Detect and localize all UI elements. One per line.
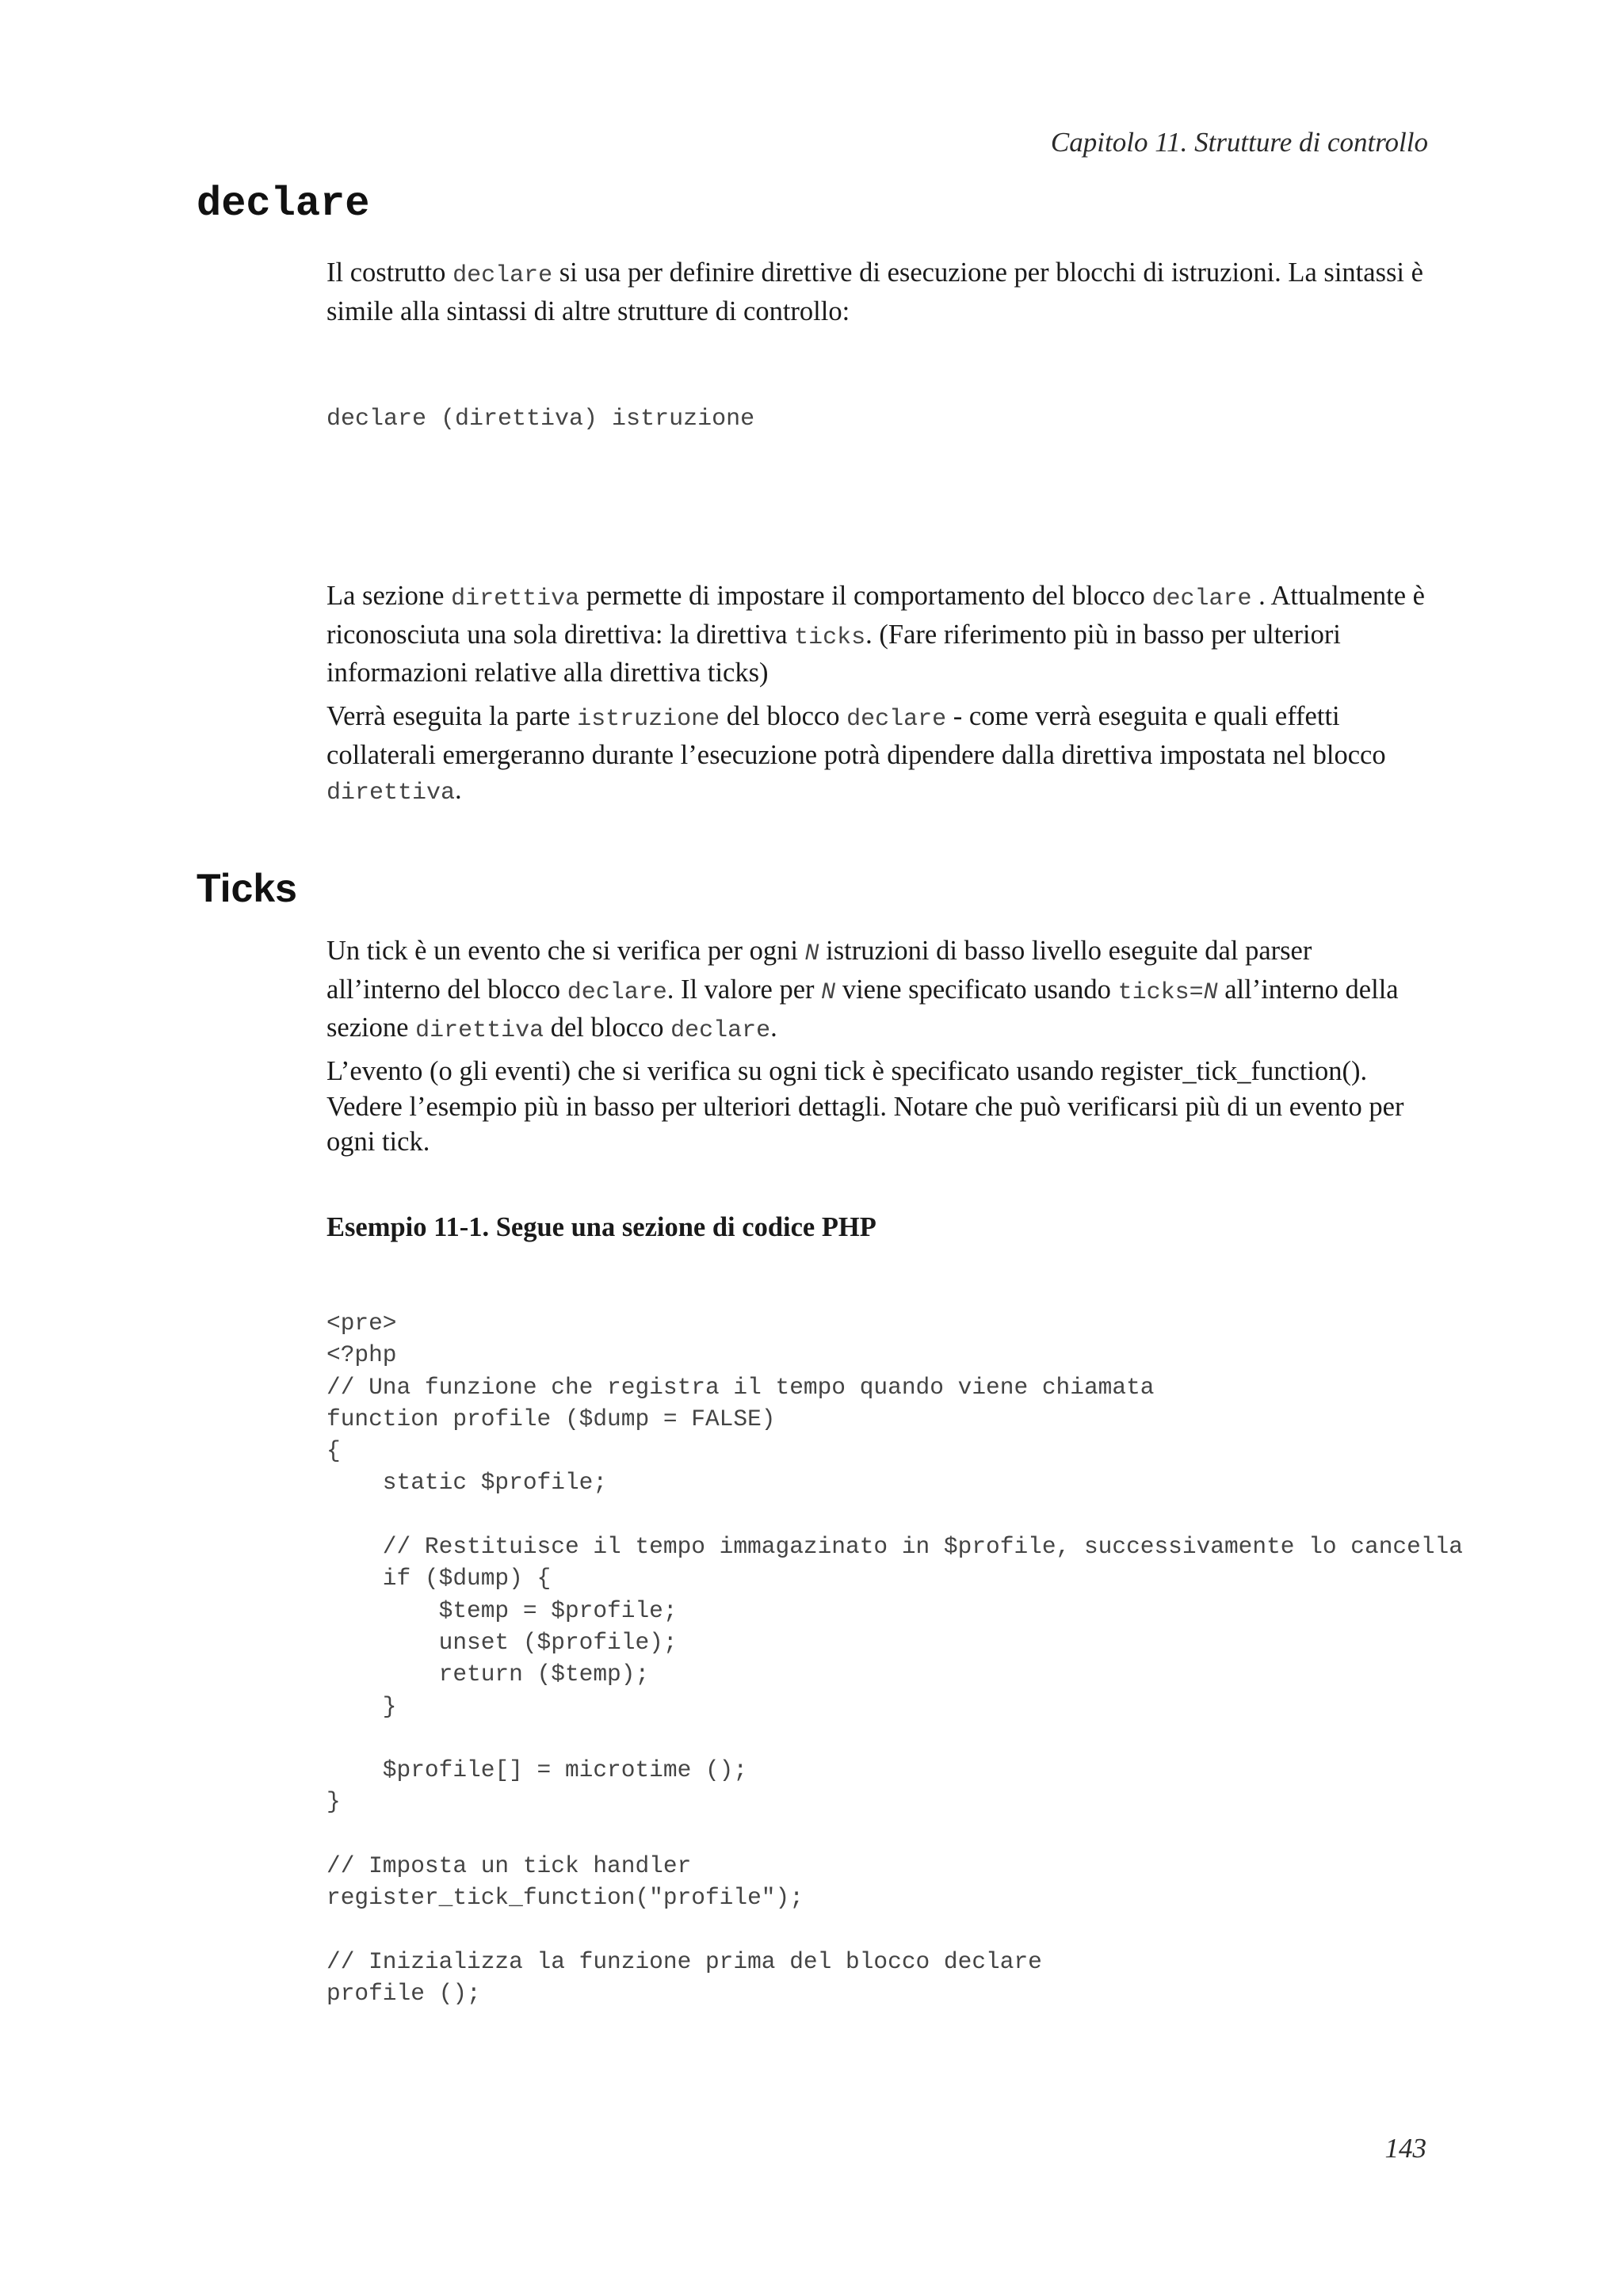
text-span: all’interno della sezione (327, 974, 1399, 1043)
code-direttiva: direttiva (415, 1017, 544, 1044)
code-declare: declare (453, 262, 553, 289)
text-span: . Attualmente è riconosciuta una sola direttiva: la direttiva (327, 581, 1425, 650)
text-span: La sezione (327, 581, 452, 611)
code-declare: declare (670, 1017, 771, 1044)
text-span: Un tick è un evento che si verifica per ogni (327, 936, 805, 966)
code-direttiva: direttiva (451, 585, 580, 612)
running-header: Capitolo 11. Strutture di controllo (1050, 127, 1428, 158)
example-title: Esempio 11-1. Segue una sezione di codice PHP (327, 1212, 876, 1242)
section-title-ticks: Ticks (197, 866, 297, 910)
text-span: permette di impostare il comportamento del blocco (579, 581, 1152, 611)
code-n: N (1203, 978, 1218, 1006)
text-span: Il costrutto (327, 257, 453, 288)
text-span: - come verrà eseguita e quali effetti collaterali emergeranno durante l’esecuzione potrà dipendere dalla direttiva impostata nel blocco (327, 701, 1386, 770)
code-n: N (821, 978, 836, 1006)
declare-intro-paragraph (327, 255, 1432, 329)
code-istruzione: istruzione (577, 706, 720, 733)
text-span: del blocco (720, 701, 847, 731)
text-span: viene specificato usando (835, 974, 1118, 1005)
declare-execution-paragraph (327, 699, 1432, 811)
code-ticks: ticks (794, 624, 866, 651)
code-listing: <pre> <?php // Una funzione che registra il tempo quando viene chiamata function profile ($dump = FALSE) { static $profile; // Restituisce il tempo immagazinato in $profile, successivamente lo cancella if ($dump) { $temp = $profile; unset ($profile); return ($temp); } $profile[] = microtime (); } // Imposta un tick handler register_tick_function("profile"); // Inizializza la funzione prima del blocco declare profile (); (327, 1310, 1463, 2008)
text-span: . (455, 775, 462, 805)
declare-directive-paragraph (327, 578, 1432, 691)
code-direttiva: direttiva (327, 780, 456, 807)
code-ticks-eq: ticks= (1117, 978, 1204, 1006)
page-number: 143 (1384, 2133, 1426, 2164)
text-span: Verrà eseguita la parte (327, 701, 578, 731)
code-n: N (804, 940, 819, 967)
ticks-event-text: L’evento (o gli eventi) che si verifica su ogni tick è specificato usando register_tick_function(). Vedere l’esempio più in basso per ulteriori dettagli. Notare che può verificarsi più di un evento per ogni tick. (327, 1056, 1404, 1157)
ticks-definition-paragraph (327, 933, 1432, 1049)
text-span: istruzioni di basso livello eseguite dal parser all’interno del blocco (327, 936, 1312, 1005)
text-span: . (770, 1013, 777, 1043)
section-title-declare: declare (197, 181, 370, 227)
syntax-synopsis: declare (direttiva) istruzione (327, 406, 755, 433)
text-span: . Il valore per (666, 974, 822, 1005)
text-span: . (Fare riferimento più in basso per ulteriori informazioni relative alla direttiva ticks) (327, 619, 1341, 688)
text-span: si usa per definire direttive di esecuzione per blocchi di istruzioni. La sintassi è simile alla sintassi di altre strutture di controllo: (327, 257, 1423, 326)
ticks-event-paragraph (327, 1054, 1432, 1160)
text-span: del blocco (544, 1013, 671, 1043)
code-declare: declare (846, 706, 947, 733)
code-declare: declare (567, 978, 667, 1006)
code-declare: declare (1151, 585, 1252, 612)
